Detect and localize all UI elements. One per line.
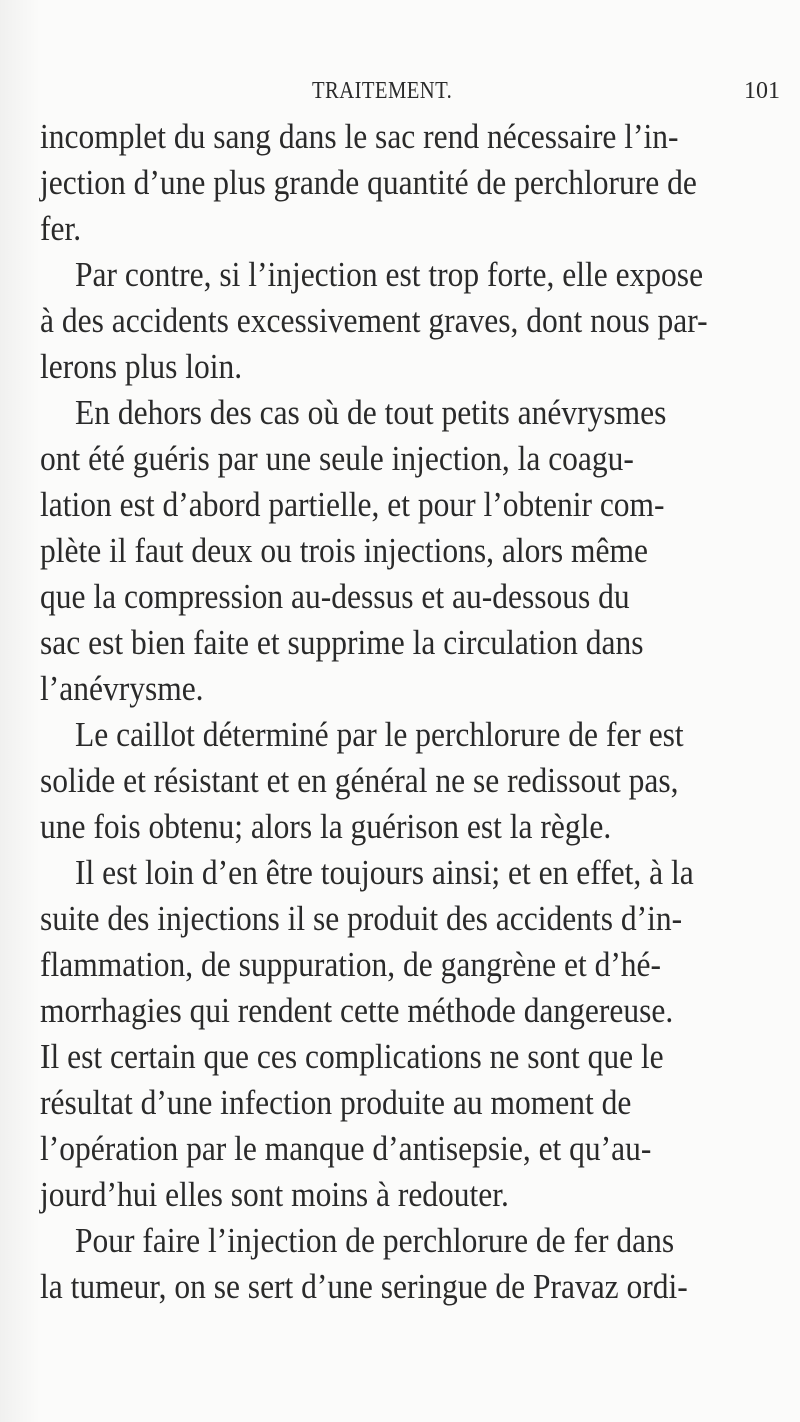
- text-line: jourd’hui elles sont moins à redouter.: [40, 1175, 509, 1214]
- text-line: jection d’une plus grande quantité de perchlorure de: [40, 163, 697, 202]
- text-line: que la compression au-dessus et au-dessous du: [40, 577, 630, 616]
- page-number: 101: [744, 78, 780, 104]
- paragraph-start-line: Par contre, si l’injection est trop forte, elle expose: [75, 255, 704, 294]
- paragraph-start-line: En dehors des cas où de tout petits anévrysmes: [75, 393, 667, 432]
- paragraph-start-line: Il est loin d’en être toujours ainsi; et en effet, à la: [75, 853, 694, 892]
- text-line: plète il faut deux ou trois injections, alors même: [40, 531, 648, 570]
- paragraph-start-line: Pour faire l’injection de perchlorure de fer dans: [75, 1221, 675, 1260]
- text-line: résultat d’une infection produite au moment de: [40, 1083, 632, 1122]
- text-line: suite des injections il se produit des accidents d’in-: [40, 899, 683, 938]
- text-line: lerons plus loin.: [40, 347, 243, 386]
- page-header: [0, 78, 800, 108]
- text-line: Il est certain que ces complications ne sont que le: [40, 1037, 664, 1076]
- text-line: morrhagies qui rendent cette méthode dangereuse.: [40, 991, 674, 1030]
- text-line: flammation, de suppuration, de gangrène et d’hé-: [40, 945, 662, 984]
- running-title: TRAITEMENT.: [312, 78, 453, 104]
- text-line: lation est d’abord partielle, et pour l’obtenir com-: [40, 485, 665, 524]
- paragraph-start-line: Le caillot déterminé par le perchlorure de fer est: [75, 715, 684, 754]
- text-line: une fois obtenu; alors la guérison est la règle.: [40, 807, 612, 846]
- text-line: l’anévrysme.: [40, 669, 204, 708]
- text-line: solide et résistant et en général ne se redissout pas,: [40, 761, 679, 800]
- text-line: incomplet du sang dans le sac rend nécessaire l’in-: [40, 117, 679, 156]
- text-line: l’opération par le manque d’antisepsie, et qu’au-: [40, 1129, 652, 1168]
- text-line: à des accidents excessivement graves, dont nous par-: [40, 301, 708, 340]
- text-line: fer.: [40, 209, 82, 248]
- text-line: ont été guéris par une seule injection, la coagu-: [40, 439, 634, 478]
- text-line: la tumeur, on se sert d’une seringue de Pravaz ordi-: [40, 1267, 688, 1306]
- text-line: sac est bien faite et supprime la circulation dans: [40, 623, 644, 662]
